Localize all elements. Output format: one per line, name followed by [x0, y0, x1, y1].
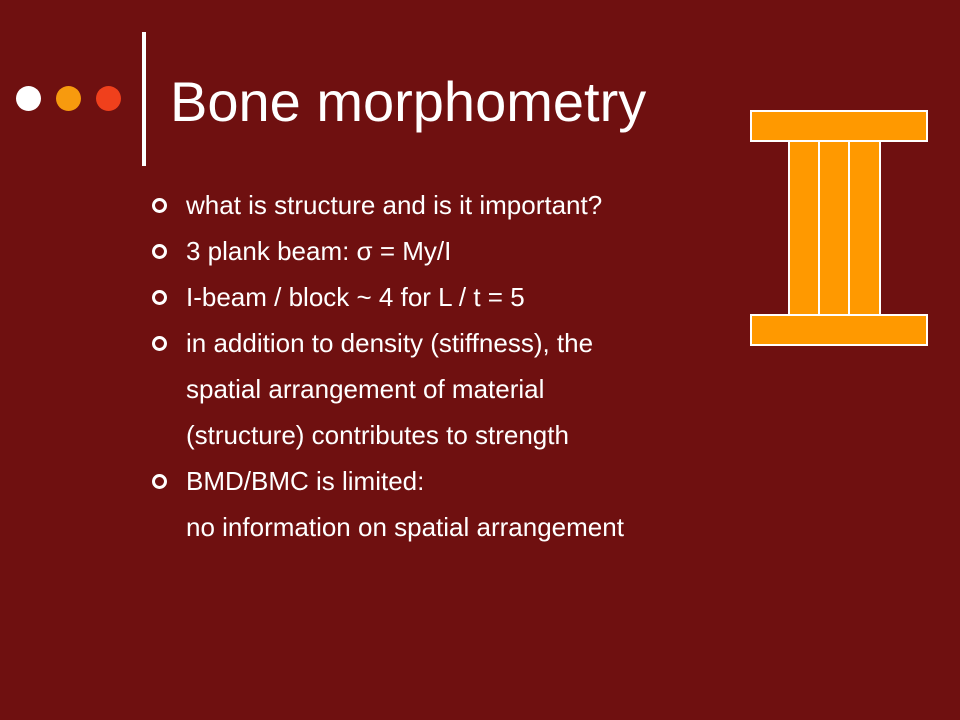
beam-top-flange [751, 111, 927, 141]
bullet-text: in addition to density (stiffness), the [186, 328, 594, 358]
red-dot-icon [96, 86, 121, 111]
beam-web-plank-right [849, 141, 880, 316]
bullet-list [152, 182, 752, 550]
bullet-text: spatial arrangement of material [186, 374, 545, 404]
slide-title: Bone morphometry [170, 70, 647, 133]
i-beam-diagram [750, 110, 928, 346]
beam-bottom-flange [751, 315, 927, 345]
ring-bullet-icon [152, 244, 167, 259]
beam-web-plank-middle [819, 141, 849, 316]
bullet-item [152, 182, 752, 228]
bullet-item [152, 320, 752, 458]
bullet-text: no information on spatial arrangement [186, 512, 624, 542]
bullet-item [152, 274, 752, 320]
beam-web-plank-left [789, 141, 819, 316]
ring-bullet-icon [152, 336, 167, 351]
bullet-text: 3 plank beam: σ = My/I [186, 236, 452, 266]
white-dot-icon [16, 86, 41, 111]
title-divider [142, 32, 146, 166]
bullet-text: I-beam / block ~ 4 for L / t = 5 [186, 282, 525, 312]
bullet-text: BMD/BMC is limited: [186, 466, 425, 496]
ring-bullet-icon [152, 474, 167, 489]
bullet-text: what is structure and is it important? [186, 190, 603, 220]
ring-bullet-icon [152, 198, 167, 213]
bullet-text: (structure) contributes to strength [186, 420, 569, 450]
bullet-item [152, 228, 752, 274]
ring-bullet-icon [152, 290, 167, 305]
orange-dot-icon [56, 86, 81, 111]
bullet-item [152, 458, 752, 550]
